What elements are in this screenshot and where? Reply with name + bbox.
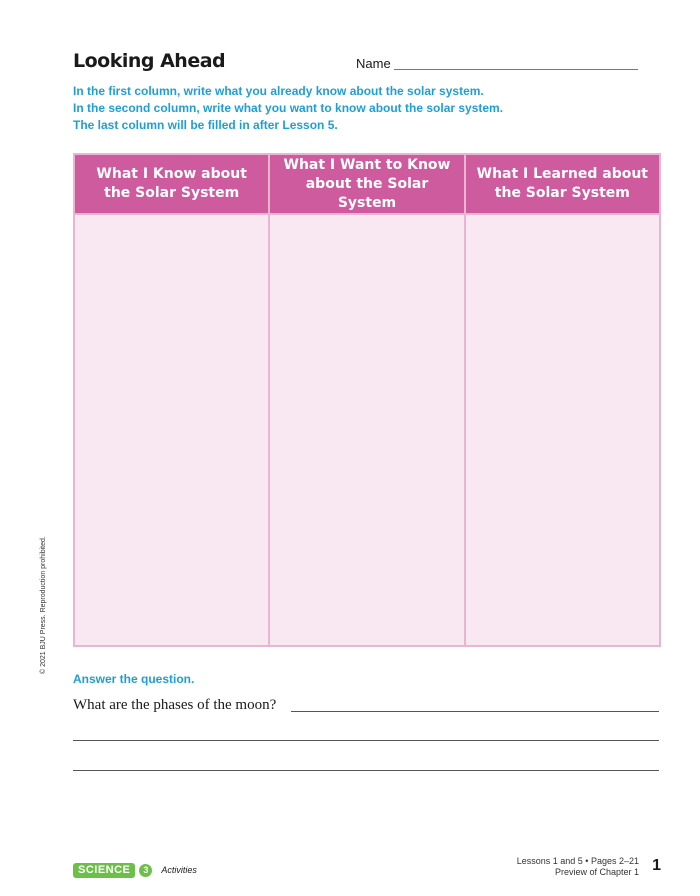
page-number: 1 (652, 857, 661, 874)
column-writing-area[interactable] (75, 215, 268, 645)
instruction-line: The last column will be filled in after Lesson 5. (73, 118, 338, 132)
series-logo (73, 862, 197, 878)
instruction-line: In the first column, write what you already know about the solar system. (73, 84, 484, 98)
answer-write-line[interactable] (73, 770, 659, 771)
kwl-chart (73, 153, 661, 647)
page-title: Looking Ahead (73, 50, 226, 72)
name-label: Name (356, 56, 391, 71)
copyright-notice: © 2021 BJU Press. Reproduction prohibited. (40, 536, 47, 674)
column-header: What I Want to Know about the Solar System (270, 155, 463, 215)
column-header: What I Learned about the Solar System (466, 155, 659, 215)
grade-badge: 3 (139, 864, 152, 877)
answer-section-label: Answer the question. (73, 672, 195, 686)
name-write-line[interactable] (394, 69, 638, 70)
kwl-column-want (270, 155, 465, 645)
reference-line: Preview of Chapter 1 (554, 867, 639, 877)
question-row (73, 697, 659, 719)
instructions (73, 83, 633, 134)
kwl-column-learned (466, 155, 659, 645)
book-name: Activities (161, 865, 197, 875)
lesson-reference (517, 856, 639, 878)
science-badge: SCIENCE (73, 863, 135, 878)
name-field[interactable] (356, 56, 638, 72)
column-header: What I Know about the Solar System (75, 155, 268, 215)
answer-write-line[interactable] (73, 740, 659, 741)
reference-line: Lessons 1 and 5 • Pages 2–21 (516, 856, 639, 866)
column-writing-area[interactable] (270, 215, 463, 645)
instruction-line: In the second column, write what you want to know about the solar system. (73, 101, 504, 115)
kwl-column-know (75, 155, 270, 645)
answer-write-line[interactable] (291, 711, 659, 712)
column-writing-area[interactable] (466, 215, 659, 645)
question-text: What are the phases of the moon? (73, 697, 277, 713)
